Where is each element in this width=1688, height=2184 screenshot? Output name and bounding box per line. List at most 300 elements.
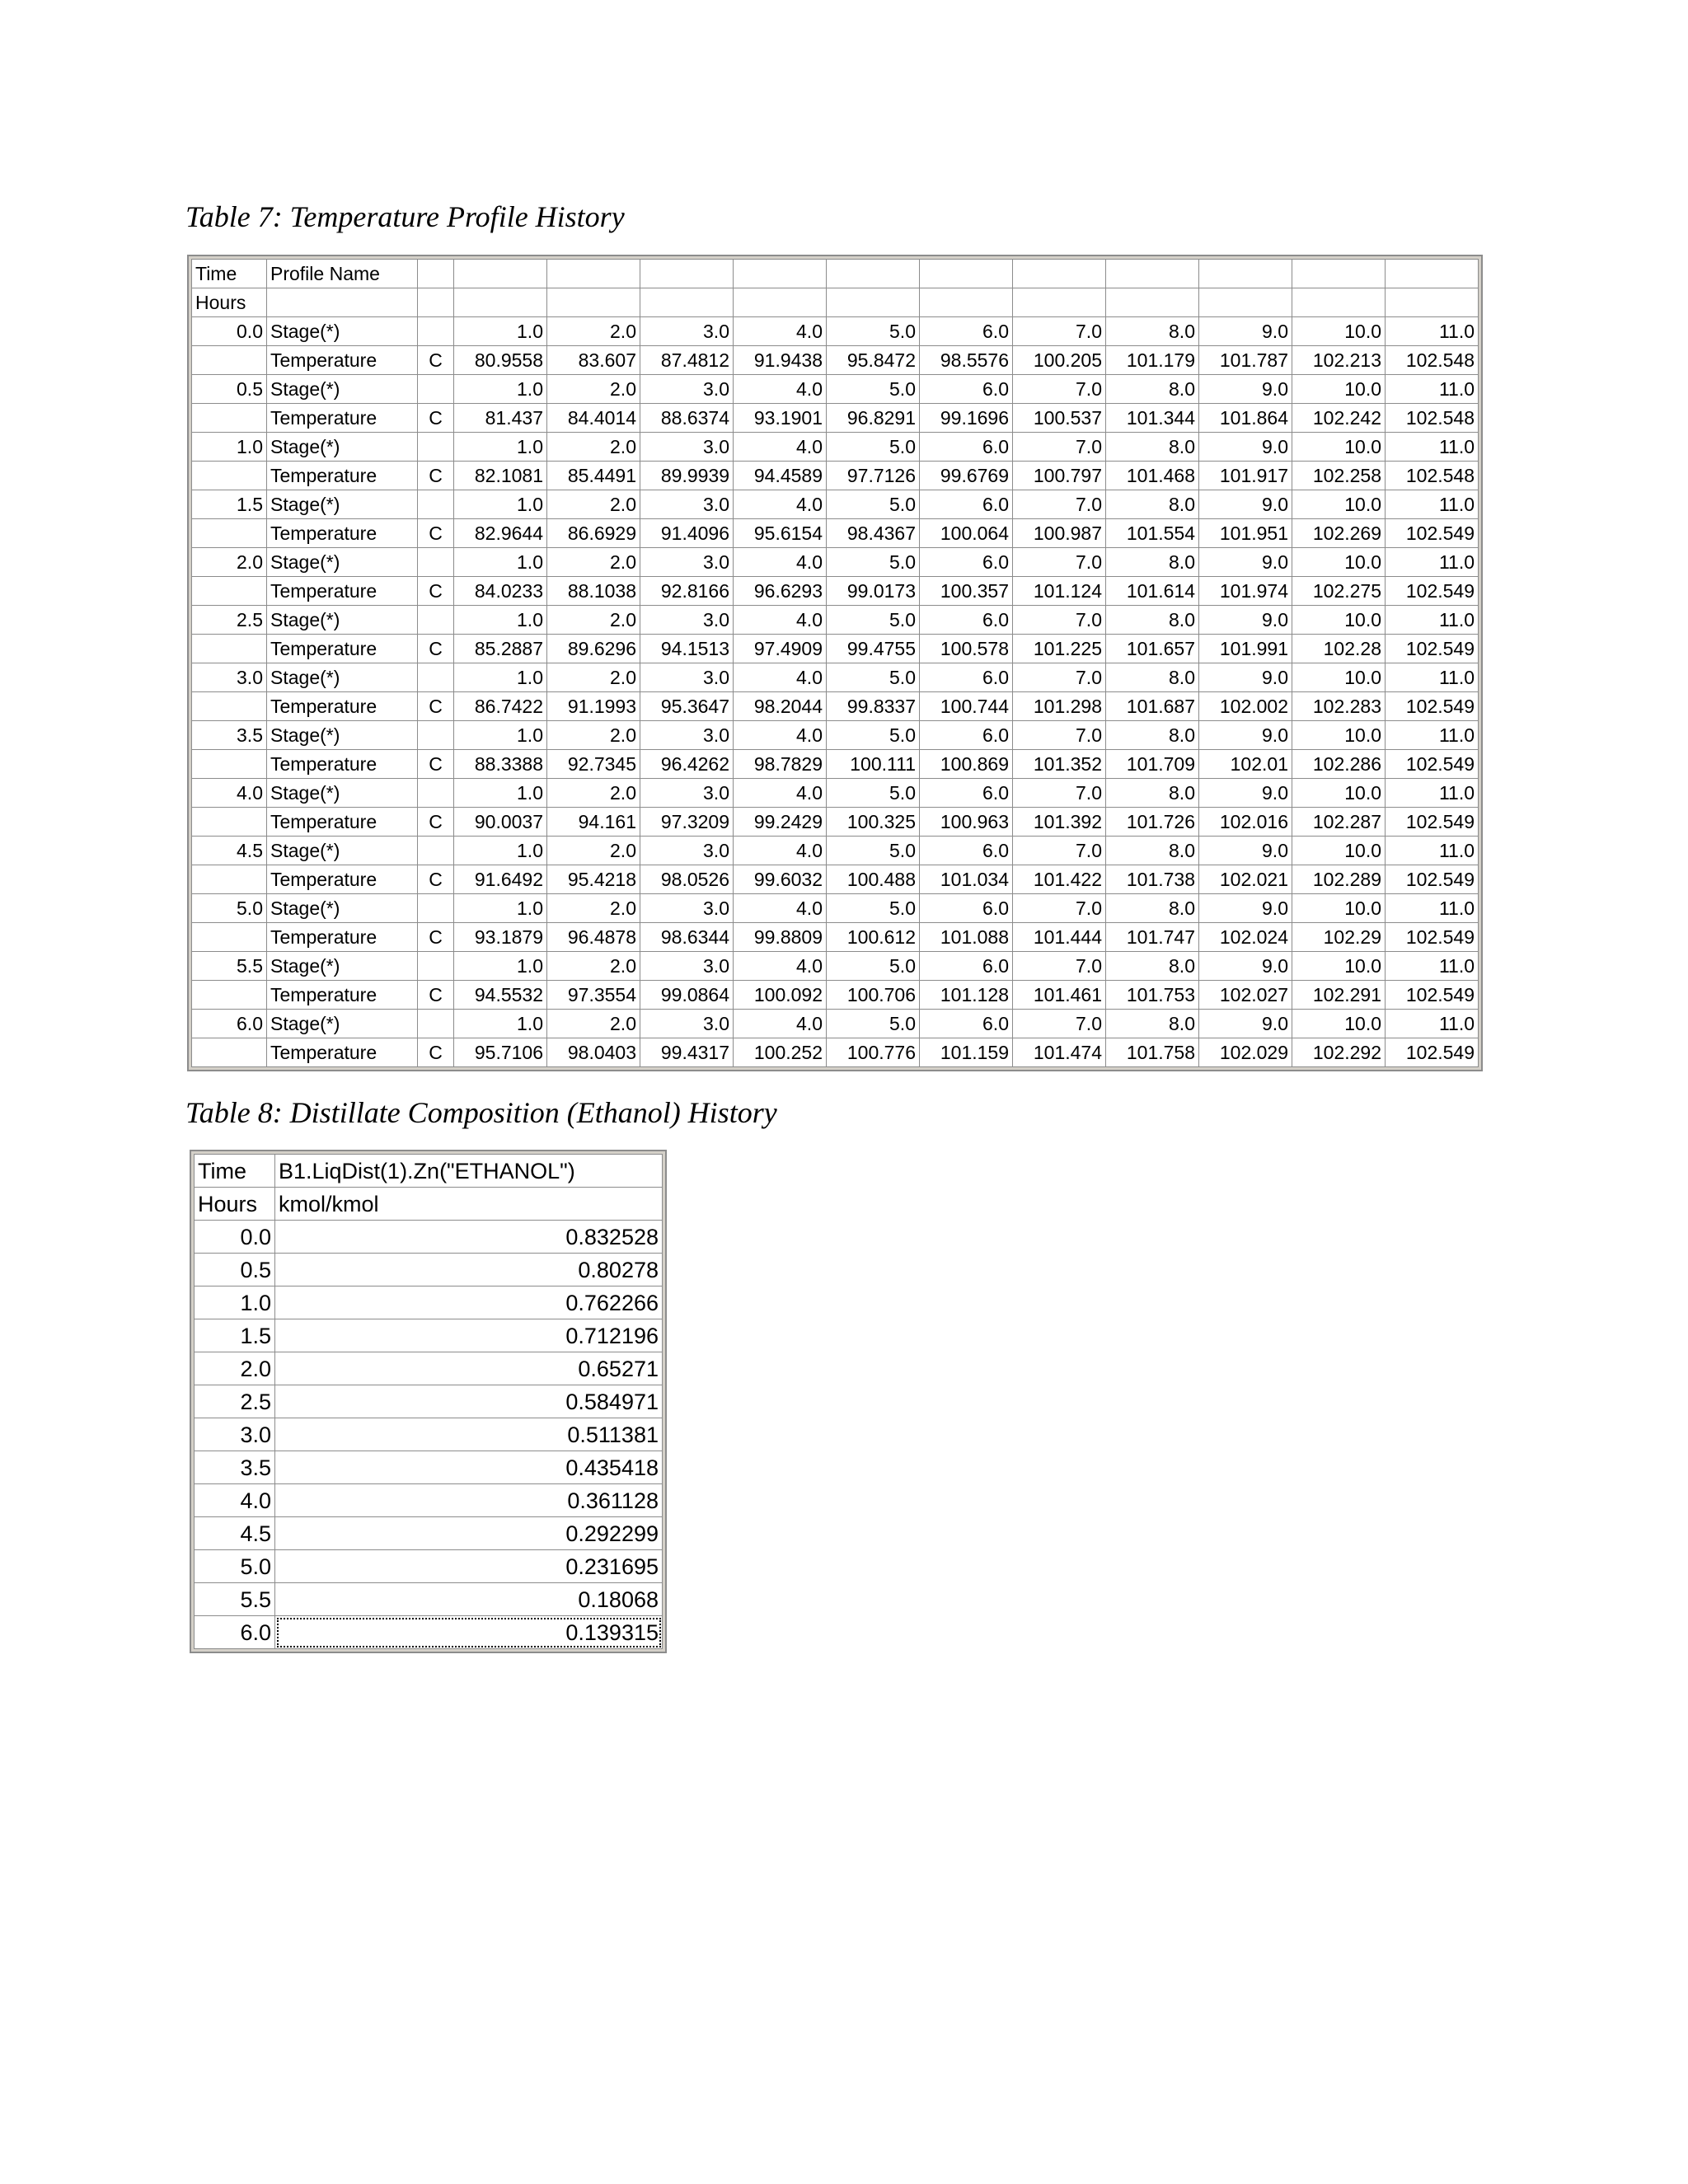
temperature-value-cell[interactable]: 91.6492: [454, 865, 547, 894]
stage-value-cell[interactable]: 5.0: [827, 663, 920, 692]
stage-value-cell[interactable]: 5.0: [827, 894, 920, 923]
time-cell[interactable]: 1.0: [192, 433, 267, 462]
temperature-value-cell[interactable]: 102.549: [1386, 577, 1479, 606]
profile-name-cell[interactable]: Temperature: [267, 981, 418, 1010]
temperature-value-cell[interactable]: 101.468: [1106, 462, 1199, 490]
temperature-value-cell[interactable]: 101.709: [1106, 750, 1199, 779]
temperature-value-cell[interactable]: 98.6344: [640, 923, 734, 952]
temperature-value-cell[interactable]: 96.6293: [734, 577, 827, 606]
temperature-value-cell[interactable]: 101.864: [1199, 404, 1292, 433]
temperature-value-cell[interactable]: 83.607: [547, 346, 640, 375]
temperature-value-cell[interactable]: 90.0037: [454, 808, 547, 837]
column-header[interactable]: [1386, 260, 1479, 288]
temperature-value-cell[interactable]: 102.291: [1292, 981, 1386, 1010]
stage-value-cell[interactable]: 10.0: [1292, 548, 1386, 577]
column-units[interactable]: [920, 288, 1013, 317]
time-cell[interactable]: [192, 808, 267, 837]
stage-value-cell[interactable]: 2.0: [547, 721, 640, 750]
ethanol-fraction-cell[interactable]: 0.584971: [275, 1385, 663, 1418]
column-units[interactable]: [734, 288, 827, 317]
temperature-value-cell[interactable]: 99.1696: [920, 404, 1013, 433]
stage-value-cell[interactable]: 2.0: [547, 317, 640, 346]
stage-value-cell[interactable]: 7.0: [1013, 606, 1106, 635]
time-cell[interactable]: 6.0: [192, 1010, 267, 1038]
stage-value-cell[interactable]: 7.0: [1013, 490, 1106, 519]
profile-name-cell[interactable]: Temperature: [267, 923, 418, 952]
stage-value-cell[interactable]: 3.0: [640, 375, 734, 404]
temperature-value-cell[interactable]: 100.776: [827, 1038, 920, 1067]
time-header[interactable]: Time: [195, 1155, 275, 1188]
unit-cell[interactable]: C: [418, 923, 454, 952]
time-cell[interactable]: 1.0: [195, 1286, 275, 1319]
unit-cell[interactable]: [418, 721, 454, 750]
temperature-value-cell[interactable]: 101.124: [1013, 577, 1106, 606]
stage-value-cell[interactable]: 2.0: [547, 1010, 640, 1038]
stage-value-cell[interactable]: 1.0: [454, 894, 547, 923]
temperature-value-cell[interactable]: 102.029: [1199, 1038, 1292, 1067]
temperature-value-cell[interactable]: 98.5576: [920, 346, 1013, 375]
unit-cell[interactable]: C: [418, 577, 454, 606]
column-units[interactable]: [1199, 288, 1292, 317]
temperature-value-cell[interactable]: 100.706: [827, 981, 920, 1010]
temperature-value-cell[interactable]: 102.242: [1292, 404, 1386, 433]
temperature-value-cell[interactable]: 102.549: [1386, 923, 1479, 952]
stage-value-cell[interactable]: 5.0: [827, 606, 920, 635]
temperature-value-cell[interactable]: 101.128: [920, 981, 1013, 1010]
temperature-value-cell[interactable]: 101.159: [920, 1038, 1013, 1067]
stage-value-cell[interactable]: 6.0: [920, 837, 1013, 865]
stage-value-cell[interactable]: 1.0: [454, 317, 547, 346]
temperature-value-cell[interactable]: 96.8291: [827, 404, 920, 433]
temperature-value-cell[interactable]: 84.4014: [547, 404, 640, 433]
stage-value-cell[interactable]: 4.0: [734, 663, 827, 692]
stage-value-cell[interactable]: 11.0: [1386, 606, 1479, 635]
column-units[interactable]: [547, 288, 640, 317]
stage-value-cell[interactable]: 4.0: [734, 606, 827, 635]
temperature-value-cell[interactable]: 98.7829: [734, 750, 827, 779]
temperature-value-cell[interactable]: 85.4491: [547, 462, 640, 490]
temperature-value-cell[interactable]: 101.088: [920, 923, 1013, 952]
stage-value-cell[interactable]: 1.0: [454, 837, 547, 865]
stage-value-cell[interactable]: 8.0: [1106, 317, 1199, 346]
temperature-value-cell[interactable]: 85.2887: [454, 635, 547, 663]
temperature-value-cell[interactable]: 89.6296: [547, 635, 640, 663]
temperature-value-cell[interactable]: 99.0864: [640, 981, 734, 1010]
profile-name-cell[interactable]: Temperature: [267, 1038, 418, 1067]
ethanol-fraction-cell[interactable]: 0.18068: [275, 1583, 663, 1616]
temperature-value-cell[interactable]: 100.869: [920, 750, 1013, 779]
stage-value-cell[interactable]: 9.0: [1199, 433, 1292, 462]
time-cell[interactable]: 2.5: [192, 606, 267, 635]
ethanol-fraction-cell[interactable]: 0.80278: [275, 1254, 663, 1286]
stage-value-cell[interactable]: 5.0: [827, 375, 920, 404]
temperature-value-cell[interactable]: 101.758: [1106, 1038, 1199, 1067]
stage-value-cell[interactable]: 4.0: [734, 433, 827, 462]
temperature-value-cell[interactable]: 91.9438: [734, 346, 827, 375]
ethanol-fraction-cell[interactable]: 0.65271: [275, 1352, 663, 1385]
stage-value-cell[interactable]: 11.0: [1386, 663, 1479, 692]
stage-value-cell[interactable]: 5.0: [827, 548, 920, 577]
temperature-value-cell[interactable]: 89.9939: [640, 462, 734, 490]
stage-value-cell[interactable]: 11.0: [1386, 433, 1479, 462]
time-cell[interactable]: [192, 923, 267, 952]
temperature-value-cell[interactable]: 101.392: [1013, 808, 1106, 837]
temperature-value-cell[interactable]: 102.027: [1199, 981, 1292, 1010]
temperature-value-cell[interactable]: 99.8809: [734, 923, 827, 952]
stage-value-cell[interactable]: 3.0: [640, 548, 734, 577]
time-cell[interactable]: 0.0: [192, 317, 267, 346]
column-header[interactable]: [640, 260, 734, 288]
profile-name-cell[interactable]: Temperature: [267, 692, 418, 721]
stage-value-cell[interactable]: 2.0: [547, 375, 640, 404]
stage-value-cell[interactable]: 8.0: [1106, 375, 1199, 404]
unit-cell[interactable]: [418, 663, 454, 692]
time-cell[interactable]: 3.5: [192, 721, 267, 750]
temperature-value-cell[interactable]: 99.8337: [827, 692, 920, 721]
stage-value-cell[interactable]: 4.0: [734, 1010, 827, 1038]
time-cell[interactable]: [192, 404, 267, 433]
time-cell[interactable]: 4.5: [195, 1517, 275, 1550]
profile-name-cell[interactable]: Stage(*): [267, 606, 418, 635]
stage-value-cell[interactable]: 7.0: [1013, 433, 1106, 462]
temperature-value-cell[interactable]: 100.963: [920, 808, 1013, 837]
stage-value-cell[interactable]: 8.0: [1106, 779, 1199, 808]
stage-value-cell[interactable]: 2.0: [547, 548, 640, 577]
stage-value-cell[interactable]: 1.0: [454, 490, 547, 519]
column-header[interactable]: [920, 260, 1013, 288]
unit-cell[interactable]: [418, 779, 454, 808]
stage-value-cell[interactable]: 6.0: [920, 894, 1013, 923]
column-units[interactable]: [640, 288, 734, 317]
temperature-value-cell[interactable]: 101.687: [1106, 692, 1199, 721]
temperature-value-cell[interactable]: 100.252: [734, 1038, 827, 1067]
stage-value-cell[interactable]: 3.0: [640, 317, 734, 346]
temperature-value-cell[interactable]: 102.269: [1292, 519, 1386, 548]
unit-cell[interactable]: C: [418, 404, 454, 433]
time-cell[interactable]: 6.0: [195, 1616, 275, 1649]
stage-value-cell[interactable]: 6.0: [920, 606, 1013, 635]
temperature-value-cell[interactable]: 100.205: [1013, 346, 1106, 375]
column-units[interactable]: [1106, 288, 1199, 317]
temperature-value-cell[interactable]: 94.1513: [640, 635, 734, 663]
stage-value-cell[interactable]: 7.0: [1013, 779, 1106, 808]
temperature-value-cell[interactable]: 88.6374: [640, 404, 734, 433]
temperature-value-cell[interactable]: 102.29: [1292, 923, 1386, 952]
stage-value-cell[interactable]: 5.0: [827, 433, 920, 462]
stage-value-cell[interactable]: 9.0: [1199, 837, 1292, 865]
stage-value-cell[interactable]: 11.0: [1386, 1010, 1479, 1038]
stage-value-cell[interactable]: 9.0: [1199, 606, 1292, 635]
profile-name-cell[interactable]: Temperature: [267, 404, 418, 433]
stage-value-cell[interactable]: 11.0: [1386, 837, 1479, 865]
temperature-value-cell[interactable]: 98.0526: [640, 865, 734, 894]
stage-value-cell[interactable]: 10.0: [1292, 721, 1386, 750]
stage-value-cell[interactable]: 11.0: [1386, 779, 1479, 808]
temperature-value-cell[interactable]: 92.8166: [640, 577, 734, 606]
temperature-value-cell[interactable]: 102.275: [1292, 577, 1386, 606]
temperature-value-cell[interactable]: 102.28: [1292, 635, 1386, 663]
column-header[interactable]: [547, 260, 640, 288]
profile-name-cell[interactable]: Stage(*): [267, 837, 418, 865]
stage-value-cell[interactable]: 10.0: [1292, 1010, 1386, 1038]
temperature-value-cell[interactable]: 101.991: [1199, 635, 1292, 663]
stage-value-cell[interactable]: 6.0: [920, 1010, 1013, 1038]
stage-value-cell[interactable]: 3.0: [640, 606, 734, 635]
time-cell[interactable]: 0.0: [195, 1221, 275, 1254]
profile-name-cell[interactable]: Temperature: [267, 577, 418, 606]
stage-value-cell[interactable]: 2.0: [547, 952, 640, 981]
time-cell[interactable]: 1.5: [195, 1319, 275, 1352]
temperature-value-cell[interactable]: 99.4755: [827, 635, 920, 663]
temperature-value-cell[interactable]: 95.4218: [547, 865, 640, 894]
temperature-value-cell[interactable]: 102.292: [1292, 1038, 1386, 1067]
unit-cell[interactable]: C: [418, 346, 454, 375]
temperature-value-cell[interactable]: 94.4589: [734, 462, 827, 490]
temperature-value-cell[interactable]: 98.4367: [827, 519, 920, 548]
ethanol-fraction-cell[interactable]: 0.511381: [275, 1418, 663, 1451]
stage-value-cell[interactable]: 8.0: [1106, 548, 1199, 577]
stage-value-cell[interactable]: 9.0: [1199, 548, 1292, 577]
unit-cell[interactable]: C: [418, 808, 454, 837]
temperature-value-cell[interactable]: 101.474: [1013, 1038, 1106, 1067]
stage-value-cell[interactable]: 5.0: [827, 837, 920, 865]
stage-value-cell[interactable]: 7.0: [1013, 663, 1106, 692]
stage-value-cell[interactable]: 10.0: [1292, 317, 1386, 346]
temperature-value-cell[interactable]: 98.2044: [734, 692, 827, 721]
stage-value-cell[interactable]: 4.0: [734, 548, 827, 577]
temperature-value-cell[interactable]: 101.738: [1106, 865, 1199, 894]
temperature-value-cell[interactable]: 98.0403: [547, 1038, 640, 1067]
profile-name-cell[interactable]: Stage(*): [267, 721, 418, 750]
temperature-value-cell[interactable]: 102.283: [1292, 692, 1386, 721]
stage-value-cell[interactable]: 7.0: [1013, 837, 1106, 865]
column-units[interactable]: [827, 288, 920, 317]
time-units[interactable]: Hours: [192, 288, 267, 317]
temperature-value-cell[interactable]: 101.422: [1013, 865, 1106, 894]
temperature-value-cell[interactable]: 84.0233: [454, 577, 547, 606]
stage-value-cell[interactable]: 9.0: [1199, 490, 1292, 519]
profile-name-cell[interactable]: Stage(*): [267, 433, 418, 462]
ethanol-fraction-cell[interactable]: 0.231695: [275, 1550, 663, 1583]
column-units[interactable]: [1386, 288, 1479, 317]
temperature-value-cell[interactable]: 100.111: [827, 750, 920, 779]
stage-value-cell[interactable]: 3.0: [640, 779, 734, 808]
stage-value-cell[interactable]: 9.0: [1199, 779, 1292, 808]
profile-name-cell[interactable]: Temperature: [267, 750, 418, 779]
unit-cell[interactable]: C: [418, 981, 454, 1010]
stage-value-cell[interactable]: 5.0: [827, 490, 920, 519]
time-cell[interactable]: [192, 519, 267, 548]
temperature-value-cell[interactable]: 87.4812: [640, 346, 734, 375]
profile-name-cell[interactable]: Stage(*): [267, 894, 418, 923]
stage-value-cell[interactable]: 1.0: [454, 721, 547, 750]
profile-name-cell[interactable]: Temperature: [267, 346, 418, 375]
stage-value-cell[interactable]: 10.0: [1292, 952, 1386, 981]
time-cell[interactable]: [192, 1038, 267, 1067]
temperature-value-cell[interactable]: 101.726: [1106, 808, 1199, 837]
stage-value-cell[interactable]: 4.0: [734, 952, 827, 981]
profile-name-cell[interactable]: Stage(*): [267, 779, 418, 808]
temperature-value-cell[interactable]: 101.554: [1106, 519, 1199, 548]
time-cell[interactable]: 3.0: [192, 663, 267, 692]
profile-name-cell[interactable]: Temperature: [267, 808, 418, 837]
time-cell[interactable]: 0.5: [195, 1254, 275, 1286]
stage-value-cell[interactable]: 2.0: [547, 606, 640, 635]
temperature-value-cell[interactable]: 101.298: [1013, 692, 1106, 721]
temperature-value-cell[interactable]: 99.4317: [640, 1038, 734, 1067]
stage-value-cell[interactable]: 10.0: [1292, 663, 1386, 692]
temperature-value-cell[interactable]: 101.753: [1106, 981, 1199, 1010]
ethanol-fraction-cell[interactable]: 0.712196: [275, 1319, 663, 1352]
temperature-value-cell[interactable]: 102.258: [1292, 462, 1386, 490]
stage-value-cell[interactable]: 9.0: [1199, 894, 1292, 923]
stage-value-cell[interactable]: 11.0: [1386, 317, 1479, 346]
ethanol-fraction-cell[interactable]: 0.762266: [275, 1286, 663, 1319]
stage-value-cell[interactable]: 3.0: [640, 490, 734, 519]
stage-value-cell[interactable]: 10.0: [1292, 606, 1386, 635]
temperature-value-cell[interactable]: 86.6929: [547, 519, 640, 548]
temperature-value-cell[interactable]: 102.549: [1386, 981, 1479, 1010]
time-cell[interactable]: 5.5: [192, 952, 267, 981]
unit-units[interactable]: [418, 288, 454, 317]
stage-value-cell[interactable]: 6.0: [920, 375, 1013, 404]
temperature-value-cell[interactable]: 102.549: [1386, 635, 1479, 663]
stage-value-cell[interactable]: 4.0: [734, 779, 827, 808]
temperature-value-cell[interactable]: 93.1901: [734, 404, 827, 433]
profile-name-cell[interactable]: Stage(*): [267, 317, 418, 346]
unit-cell[interactable]: C: [418, 750, 454, 779]
time-cell[interactable]: 4.0: [192, 779, 267, 808]
time-cell[interactable]: 4.0: [195, 1484, 275, 1517]
variable-header[interactable]: B1.LiqDist(1).Zn("ETHANOL"): [275, 1155, 663, 1188]
column-units[interactable]: [1292, 288, 1386, 317]
stage-value-cell[interactable]: 1.0: [454, 433, 547, 462]
stage-value-cell[interactable]: 4.0: [734, 837, 827, 865]
unit-cell[interactable]: [418, 375, 454, 404]
profile-name-header[interactable]: Profile Name: [267, 260, 418, 288]
stage-value-cell[interactable]: 6.0: [920, 952, 1013, 981]
time-cell[interactable]: 2.0: [192, 548, 267, 577]
temperature-value-cell[interactable]: 101.034: [920, 865, 1013, 894]
stage-value-cell[interactable]: 9.0: [1199, 721, 1292, 750]
temperature-value-cell[interactable]: 80.9558: [454, 346, 547, 375]
time-cell[interactable]: [192, 635, 267, 663]
stage-value-cell[interactable]: 10.0: [1292, 837, 1386, 865]
time-cell[interactable]: 0.5: [192, 375, 267, 404]
temperature-value-cell[interactable]: 96.4262: [640, 750, 734, 779]
column-header[interactable]: [1292, 260, 1386, 288]
column-header[interactable]: [827, 260, 920, 288]
temperature-value-cell[interactable]: 100.537: [1013, 404, 1106, 433]
temperature-value-cell[interactable]: 102.002: [1199, 692, 1292, 721]
stage-value-cell[interactable]: 3.0: [640, 837, 734, 865]
unit-cell[interactable]: C: [418, 519, 454, 548]
stage-value-cell[interactable]: 8.0: [1106, 952, 1199, 981]
temperature-value-cell[interactable]: 96.4878: [547, 923, 640, 952]
temperature-value-cell[interactable]: 97.7126: [827, 462, 920, 490]
stage-value-cell[interactable]: 10.0: [1292, 375, 1386, 404]
temperature-value-cell[interactable]: 101.352: [1013, 750, 1106, 779]
unit-cell[interactable]: [418, 317, 454, 346]
stage-value-cell[interactable]: 7.0: [1013, 548, 1106, 577]
stage-value-cell[interactable]: 1.0: [454, 1010, 547, 1038]
ethanol-fraction-cell[interactable]: 0.292299: [275, 1517, 663, 1550]
unit-cell[interactable]: [418, 1010, 454, 1038]
stage-value-cell[interactable]: 8.0: [1106, 837, 1199, 865]
stage-value-cell[interactable]: 3.0: [640, 1010, 734, 1038]
temperature-value-cell[interactable]: 100.578: [920, 635, 1013, 663]
time-cell[interactable]: [192, 346, 267, 375]
stage-value-cell[interactable]: 5.0: [827, 721, 920, 750]
temperature-value-cell[interactable]: 95.8472: [827, 346, 920, 375]
temperature-value-cell[interactable]: 100.357: [920, 577, 1013, 606]
temperature-value-cell[interactable]: 92.7345: [547, 750, 640, 779]
temperature-value-cell[interactable]: 102.286: [1292, 750, 1386, 779]
temperature-value-cell[interactable]: 82.9644: [454, 519, 547, 548]
stage-value-cell[interactable]: 9.0: [1199, 317, 1292, 346]
time-cell[interactable]: [192, 577, 267, 606]
temperature-value-cell[interactable]: 102.549: [1386, 808, 1479, 837]
temperature-value-cell[interactable]: 97.3554: [547, 981, 640, 1010]
unit-cell[interactable]: C: [418, 692, 454, 721]
temperature-value-cell[interactable]: 93.1879: [454, 923, 547, 952]
stage-value-cell[interactable]: 11.0: [1386, 375, 1479, 404]
column-header[interactable]: [1199, 260, 1292, 288]
stage-value-cell[interactable]: 1.0: [454, 606, 547, 635]
stage-value-cell[interactable]: 11.0: [1386, 894, 1479, 923]
profile-units[interactable]: [267, 288, 418, 317]
temperature-value-cell[interactable]: 102.549: [1386, 750, 1479, 779]
profile-name-cell[interactable]: Stage(*): [267, 375, 418, 404]
stage-value-cell[interactable]: 11.0: [1386, 721, 1479, 750]
stage-value-cell[interactable]: 5.0: [827, 1010, 920, 1038]
unit-cell[interactable]: C: [418, 635, 454, 663]
stage-value-cell[interactable]: 7.0: [1013, 375, 1106, 404]
stage-value-cell[interactable]: 8.0: [1106, 894, 1199, 923]
stage-value-cell[interactable]: 2.0: [547, 433, 640, 462]
column-header[interactable]: [734, 260, 827, 288]
time-cell[interactable]: 1.5: [192, 490, 267, 519]
temperature-value-cell[interactable]: 101.974: [1199, 577, 1292, 606]
profile-name-cell[interactable]: Temperature: [267, 519, 418, 548]
temperature-value-cell[interactable]: 100.325: [827, 808, 920, 837]
stage-value-cell[interactable]: 4.0: [734, 490, 827, 519]
temperature-value-cell[interactable]: 100.612: [827, 923, 920, 952]
stage-value-cell[interactable]: 1.0: [454, 779, 547, 808]
temperature-value-cell[interactable]: 88.1038: [547, 577, 640, 606]
stage-value-cell[interactable]: 5.0: [827, 779, 920, 808]
temperature-value-cell[interactable]: 102.024: [1199, 923, 1292, 952]
stage-value-cell[interactable]: 10.0: [1292, 490, 1386, 519]
time-cell[interactable]: [192, 462, 267, 490]
stage-value-cell[interactable]: 1.0: [454, 952, 547, 981]
temperature-value-cell[interactable]: 99.0173: [827, 577, 920, 606]
temperature-value-cell[interactable]: 100.064: [920, 519, 1013, 548]
temperature-value-cell[interactable]: 101.614: [1106, 577, 1199, 606]
unit-cell[interactable]: C: [418, 1038, 454, 1067]
temperature-value-cell[interactable]: 102.548: [1386, 404, 1479, 433]
temperature-value-cell[interactable]: 102.021: [1199, 865, 1292, 894]
temperature-value-cell[interactable]: 102.549: [1386, 692, 1479, 721]
stage-value-cell[interactable]: 5.0: [827, 952, 920, 981]
temperature-value-cell[interactable]: 102.016: [1199, 808, 1292, 837]
temperature-value-cell[interactable]: 95.6154: [734, 519, 827, 548]
variable-units[interactable]: kmol/kmol: [275, 1188, 663, 1221]
stage-value-cell[interactable]: 9.0: [1199, 952, 1292, 981]
stage-value-cell[interactable]: 3.0: [640, 433, 734, 462]
unit-cell[interactable]: C: [418, 462, 454, 490]
stage-value-cell[interactable]: 2.0: [547, 894, 640, 923]
